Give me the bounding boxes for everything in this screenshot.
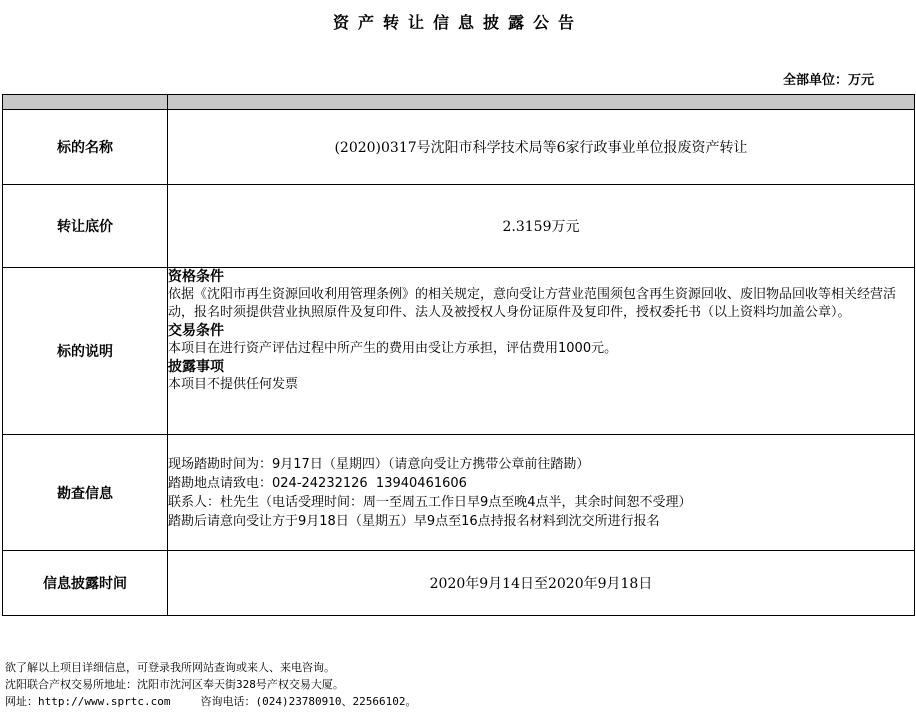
footer-line-contact <box>5 693 417 710</box>
disclosure-text: 本项目不提供任何发票 <box>168 377 299 392</box>
table-row-survey <box>3 435 915 551</box>
value-disclosure-time: 2020年9月14日至2020年9月18日 <box>168 551 915 616</box>
footer <box>5 659 417 710</box>
survey-line: 现场踏勘时间为：9月17日（星期四）（请意向受让方携带公章前往踏勘） <box>168 456 590 472</box>
table-row-price <box>3 185 915 268</box>
header-cell-right <box>168 95 915 110</box>
qualification-title: 资格条件 <box>168 269 224 285</box>
label-price: 转让底价 <box>3 185 168 268</box>
survey-line: 联系人：杜先生（电话受理时间：周一至周五工作日早9点至晚4点半，其余时间恕不受理） <box>168 494 692 510</box>
survey-line: 踏勘地点请致电：024-24232126 13940461606 <box>168 475 467 491</box>
label-disclosure-time: 信息披露时间 <box>3 551 168 616</box>
value-name: (2020)0317号沈阳市科学技术局等6家行政事业单位报废资产转让 <box>168 110 915 185</box>
table-row-description <box>3 268 915 435</box>
value-price: 2.3159万元 <box>168 185 915 268</box>
value-description <box>168 268 915 435</box>
footer-website: 网址：http://www.sprtc.com <box>5 695 171 708</box>
announcement-table <box>2 94 915 616</box>
trade-title: 交易条件 <box>168 323 224 339</box>
page-title: 资产转让信息披露公告 <box>332 13 583 32</box>
label-description: 标的说明 <box>3 268 168 435</box>
footer-line-address: 沈阳联合产权交易所地址：沈阳市沈河区奉天街328号产权交易大厦。 <box>5 678 344 691</box>
label-survey: 勘查信息 <box>3 435 168 551</box>
qualification-text: 依据《沈阳市再生资源回收利用管理条例》的相关规定，意向受让方营业范围须包含再生资源回收、废旧物品回收等相关经营活动，报名时须提供营业执照原件及复印件、法人及被授权人身份证原件及复印件，授权委托书（以上资料均加盖公章）。 <box>168 287 897 320</box>
table-row-name <box>3 110 915 185</box>
disclosure-title: 披露事项 <box>168 359 224 375</box>
table-header-row <box>3 95 915 110</box>
label-name: 标的名称 <box>3 110 168 185</box>
unit-note: 全部单位：万元 <box>782 73 874 88</box>
trade-text: 本项目在进行资产评估过程中所产生的费用由受让方承担，评估费用1000元。 <box>168 341 618 356</box>
footer-line-info: 欲了解以上项目详细信息，可登录我所网站查询或来人、来电咨询。 <box>5 661 335 674</box>
survey-line: 踏勘后请意向受让方于9月18日（星期五）早9点至16点持报名材料到沈交所进行报名 <box>168 513 660 529</box>
table-row-disclosure-time <box>3 551 915 616</box>
header-cell-left <box>3 95 168 110</box>
value-survey <box>168 435 915 551</box>
footer-phone: 咨询电话：(024)23780910、22566102。 <box>200 695 417 708</box>
